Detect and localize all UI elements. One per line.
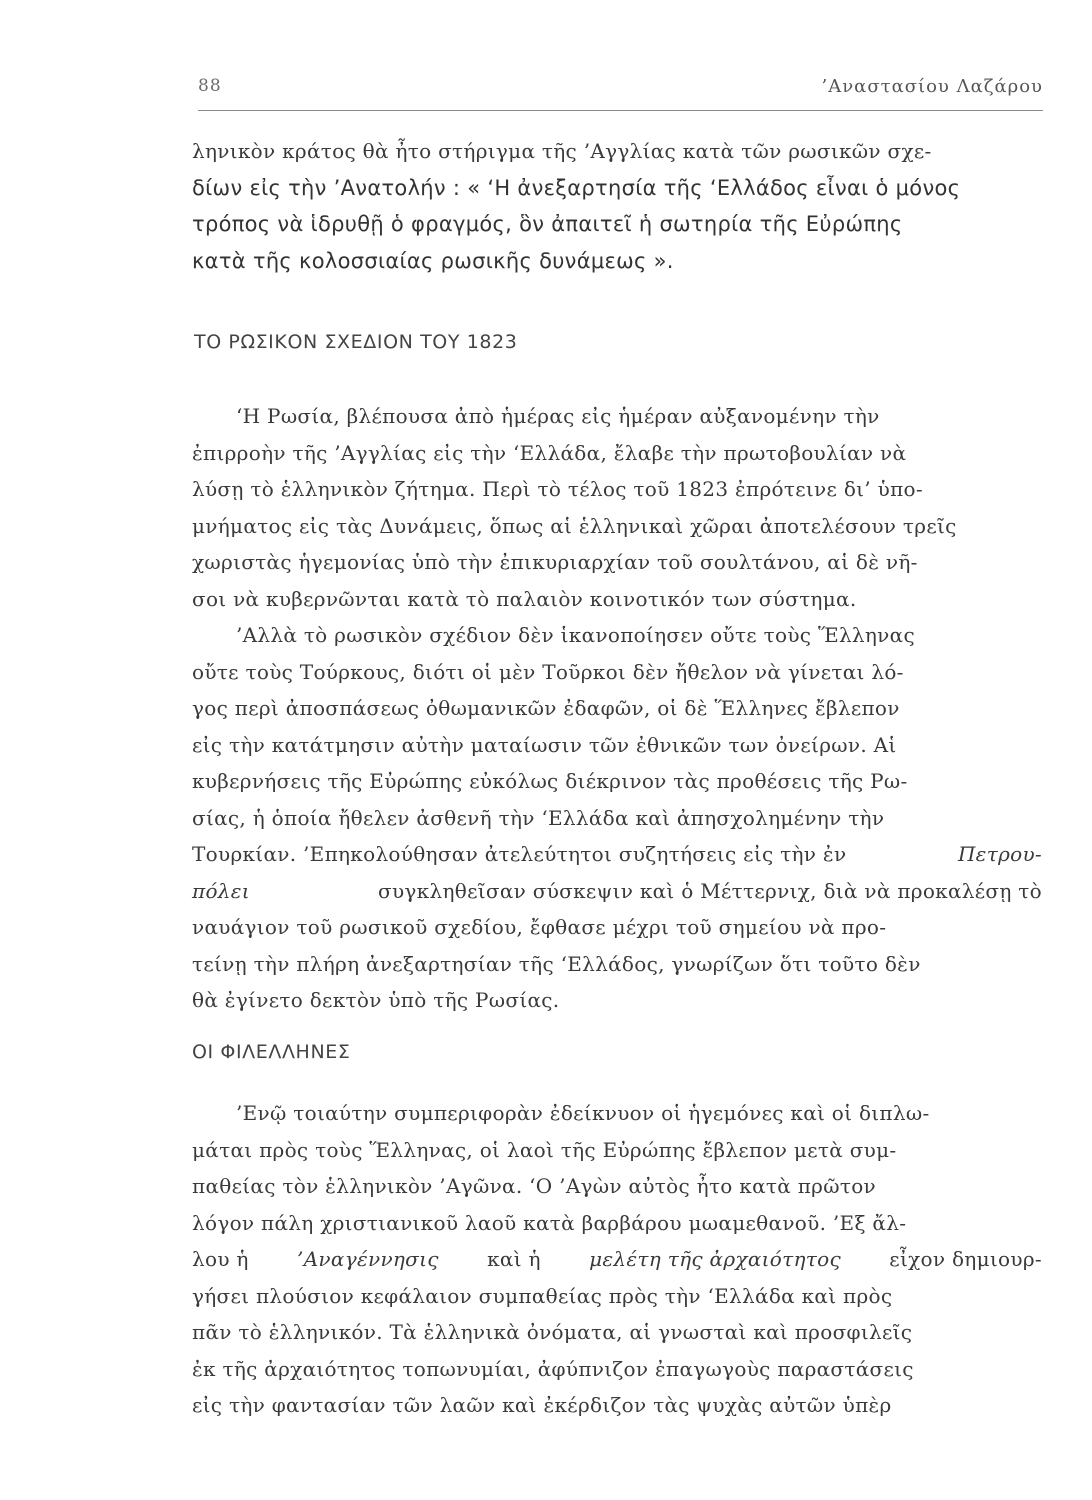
text-line: τρόπος νὰ ἱδρυθῇ ὁ φραγμός, ὃν ἀπαιτεῖ ἡ σωτηρία τῆς Εὐρώπης [192, 212, 903, 236]
text-line: οὔτε τοὺς Τούρκους, διότι οἱ μὲν Τοῦρκοι δὲν ἤθελον νὰ γίνεται λό- [192, 659, 904, 684]
text-span: λου ἡ [192, 1247, 249, 1271]
text-line: σίας, ἡ ὁποία ἤθελεν ἀσθενῆ τὴν ‘Ελλάδα καὶ ἀπησχολημένην τὴν [192, 805, 885, 830]
running-head [198, 68, 1043, 108]
text-line: κατὰ τῆς κολοσσιαίας ρωσικῆς δυνάμεως ». [192, 248, 674, 273]
text-line [192, 1241, 1042, 1278]
text-line: θὰ ἐγίνετο δεκτὸν ὑπὸ τῆς Ρωσίας. [192, 988, 560, 1012]
text-span: Τουρκίαν. ’Επηκολούθησαν ἀτελεύτητοι συζητήσεις εἰς τὴν ἐν [192, 842, 847, 866]
italic-term: μελέτη τῆς ἀρχαιότητος [589, 1247, 841, 1271]
header-rule [198, 110, 1043, 111]
running-title: ’Αναστασίου Λαζάρου [821, 76, 1043, 97]
text-line: πᾶν τὸ ἑλληνικόν. Τὰ ἑλληνικὰ ὀνόματα, αἱ γνωσταὶ καὶ προσφιλεῖς [192, 1320, 913, 1344]
text-line: δίων εἰς τὴν ’Ανατολήν : « ‘Η ἀνεξαρτησία τῆς ‘Ελλάδος εἶναι ὁ μόνος [192, 175, 961, 200]
paragraph-continuation [192, 133, 1042, 279]
text-line: κυβερνήσεις τῆς Εὐρώπης εὐκόλως διέκρινον τὰς προθέσεις τῆς Ρω- [192, 769, 908, 793]
page-number: 88 [198, 76, 222, 96]
section-heading: ΤΟ ΡΩΣΙΚΟΝ ΣΧΕΔΙΟΝ ΤΟΥ 1823 [194, 331, 518, 353]
section-heading: ΟΙ ΦΙΛΕΛΛΗΝΕΣ [192, 1041, 351, 1063]
text-line: ληνικὸν κράτος θὰ ἦτο στήριγμα τῆς ’Αγγλίας κατὰ τῶν ρωσικῶν σχε- [192, 139, 932, 163]
text-span: συγκληθεῖσαν σύσκεψιν καὶ ὁ Μέττερνιχ, διὰ νὰ προκαλέσῃ τὸ [378, 878, 1042, 903]
italic-term: ’Αναγέννησις [297, 1247, 439, 1271]
text-line: μάται πρὸς τοὺς Ἕλληνας, οἱ λαοὶ τῆς Εὐρώπης ἔβλεπον μετὰ συμ- [192, 1137, 897, 1162]
text-line: ἐπιρροὴν τῆς ’Αγγλίας εἰς τὴν ‘Ελλάδα, ἔλαβε τὴν πρωτοβουλίαν νὰ [192, 440, 907, 465]
text-line: τείνῃ τὴν πλήρη ἀνεξαρτησίαν τῆς ‘Ελλάδος, γνωρίζων ὅτι τοῦτο δὲν [192, 951, 921, 976]
text-line: ’Ενῷ τοιαύτην συμπεριφορὰν ἐδείκνυον οἱ ἡγεμόνες καὶ οἱ διπλω- [236, 1101, 930, 1125]
text-line: ναυάγιον τοῦ ρωσικοῦ σχεδίου, ἔφθασε μέχρι τοῦ σημείου νὰ προ- [192, 915, 887, 939]
text-line: ἐκ τῆς ἀρχαιότητος τοπωνυμίαι, ἀφύπνιζον ἐπαγωγοὺς παραστάσεις [192, 1356, 914, 1381]
italic-place-name: πόλει [192, 878, 250, 903]
text-line: λύσῃ τὸ ἑλληνικὸν ζήτημα. Περὶ τὸ τέλος τοῦ 1823 ἐπρότεινε δι’ ὑπο- [192, 477, 923, 501]
text-line: σοι νὰ κυβερνῶνται κατὰ τὸ παλαιὸν κοινοτικόν των σύστημα. [192, 586, 857, 611]
section-body [192, 1095, 1042, 1424]
text-span: εἶχον δημιουρ- [889, 1247, 1042, 1271]
italic-place-name: Πετρου- [957, 842, 1042, 866]
text-line: μνήματος εἰς τὰς Δυνάμεις, ὅπως αἱ ἑλληνικαὶ χῶραι ἀποτελέσουν τρεῖς [192, 513, 957, 538]
text-line: εἰς τὴν κατάτμησιν αὐτὴν ματαίωσιν τῶν ἐθνικῶν των ὀνείρων. Αἱ [192, 732, 897, 757]
text-line: εἰς τὴν φαντασίαν τῶν λαῶν καὶ ἐκέρδιζον τὰς ψυχὰς αὐτῶν ὑπὲρ [192, 1393, 892, 1417]
text-span: καὶ ἡ [487, 1247, 541, 1271]
section-body [192, 398, 1042, 1019]
text-line: γος περὶ ἀποσπάσεως ὀθωμανικῶν ἐδαφῶν, οἱ δὲ Ἕλληνες ἔβλεπον [192, 696, 900, 720]
text-line: παθείας τὸν ἑλληνικὸν ’Αγῶνα. ‘Ο ’Αγὼν αὐτὸς ἦτο κατὰ πρῶτον [192, 1174, 877, 1198]
text-line: λόγον πάλη χριστιανικοῦ λαοῦ κατὰ βαρβάρου μωαμεθανοῦ. ’Εξ ἄλ- [192, 1210, 907, 1235]
text-line [192, 873, 1042, 910]
text-line: ’Αλλὰ τὸ ρωσικὸν σχέδιον δὲν ἱκανοποίησεν οὔτε τοὺς Ἕλληνας [236, 623, 915, 647]
text-line [192, 836, 1042, 873]
text-line: χωριστὰς ἡγεμονίας ὑπὸ τὴν ἐπικυριαρχίαν τοῦ σουλτάνου, αἱ δὲ νῆ- [192, 550, 918, 574]
text-line: ‘Η Ρωσία, βλέπουσα ἀπὸ ἡμέρας εἰς ἡμέραν αὐξανομένην τὴν [236, 404, 880, 428]
text-line: γήσει πλούσιον κεφάλαιον συμπαθείας πρὸς τὴν ‘Ελλάδα καὶ πρὸς [192, 1283, 893, 1308]
